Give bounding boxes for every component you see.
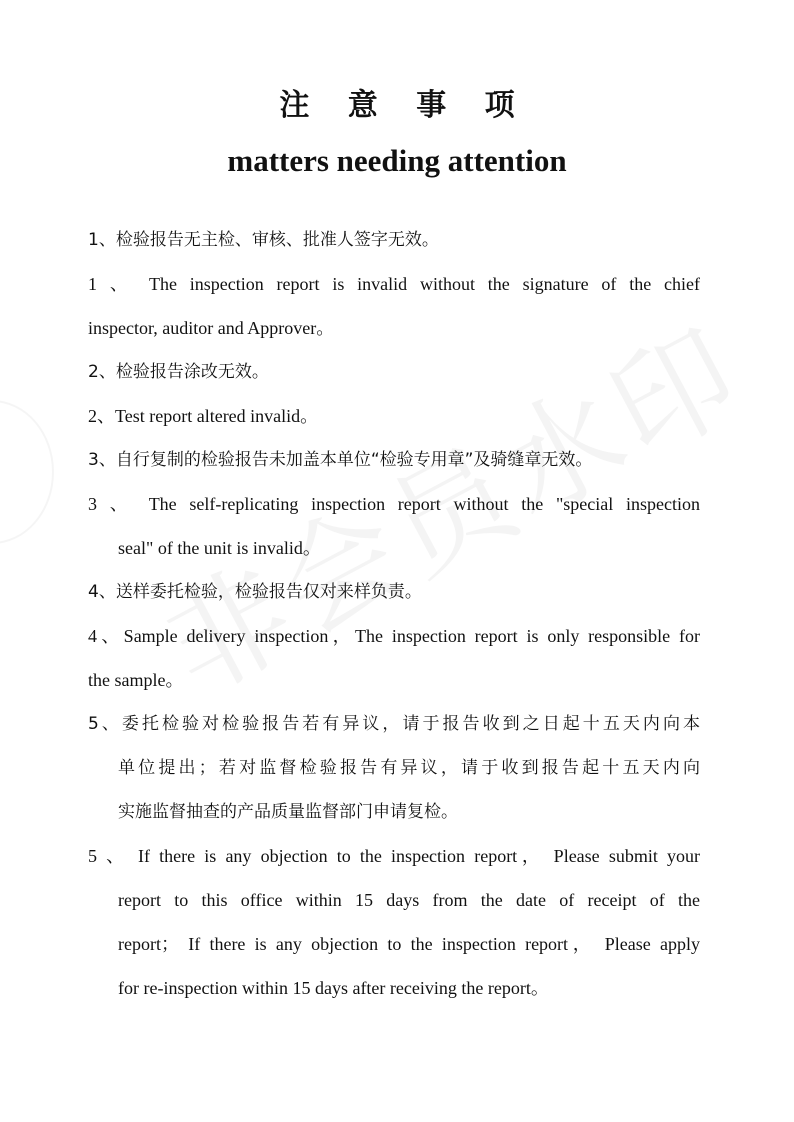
notice-item-1-en-cont: inspector, auditor and Approver。: [88, 318, 335, 338]
notice-item-2-cn: 2、检验报告涂改无效。: [88, 362, 269, 382]
notice-item-4-cn: 4、送样委托检验，检验报告仅对来样负责。: [88, 582, 422, 602]
page-title-cn: 注 意 事 项: [279, 88, 529, 123]
notice-item-4-en-cont: the sample。: [88, 670, 184, 690]
notice-item-2-en: 2、Test report altered invalid。: [88, 406, 319, 426]
notice-item-5-en: 5 、 If there is any objection to the inspection report， Please submit your: [88, 846, 700, 866]
notice-item-3-cn: 3、自行复制的检验报告未加盖本单位“检验专用章”及骑缝章无效。: [88, 450, 593, 470]
page-title-en: matters needing attention: [227, 143, 567, 178]
notice-item-3-en: 3 、 The self-replicating inspection report without the "special inspection: [88, 494, 700, 514]
notice-item-1-en: 1 、 The inspection report is invalid without the signature of the chief: [88, 274, 700, 294]
notice-list: [88, 218, 700, 1010]
notice-item-3-en-cont: seal" of the unit is invalid。: [118, 538, 321, 558]
notice-item-4-en: 4、Sample delivery inspection，The inspection report is only responsible for: [88, 626, 700, 646]
notice-item-5-cn-cont-2: 实施监督抽查的产品质量监督部门申请复检。: [118, 802, 458, 822]
notice-item-5-en-cont-3: for re-inspection within 15 days after receiving the report。: [118, 978, 549, 998]
notice-item-5-cn: 5、委托检验对检验报告若有异议，请于报告收到之日起十五天内向本: [88, 714, 700, 734]
notice-item-1-cn: 1、检验报告无主检、审核、批准人签字无效。: [88, 230, 439, 250]
notice-item-5-en-cont-1: report to this office within 15 days from the date of receipt of the: [118, 890, 700, 910]
seal-ghost: [0, 400, 54, 544]
notice-item-5-cn-cont-1: 单位提出；若对监督检验报告有异议，请于收到报告起十五天内向: [118, 758, 700, 778]
notice-item-5-en-cont-2: report； If there is any objection to the inspection report， Please apply: [118, 934, 700, 954]
